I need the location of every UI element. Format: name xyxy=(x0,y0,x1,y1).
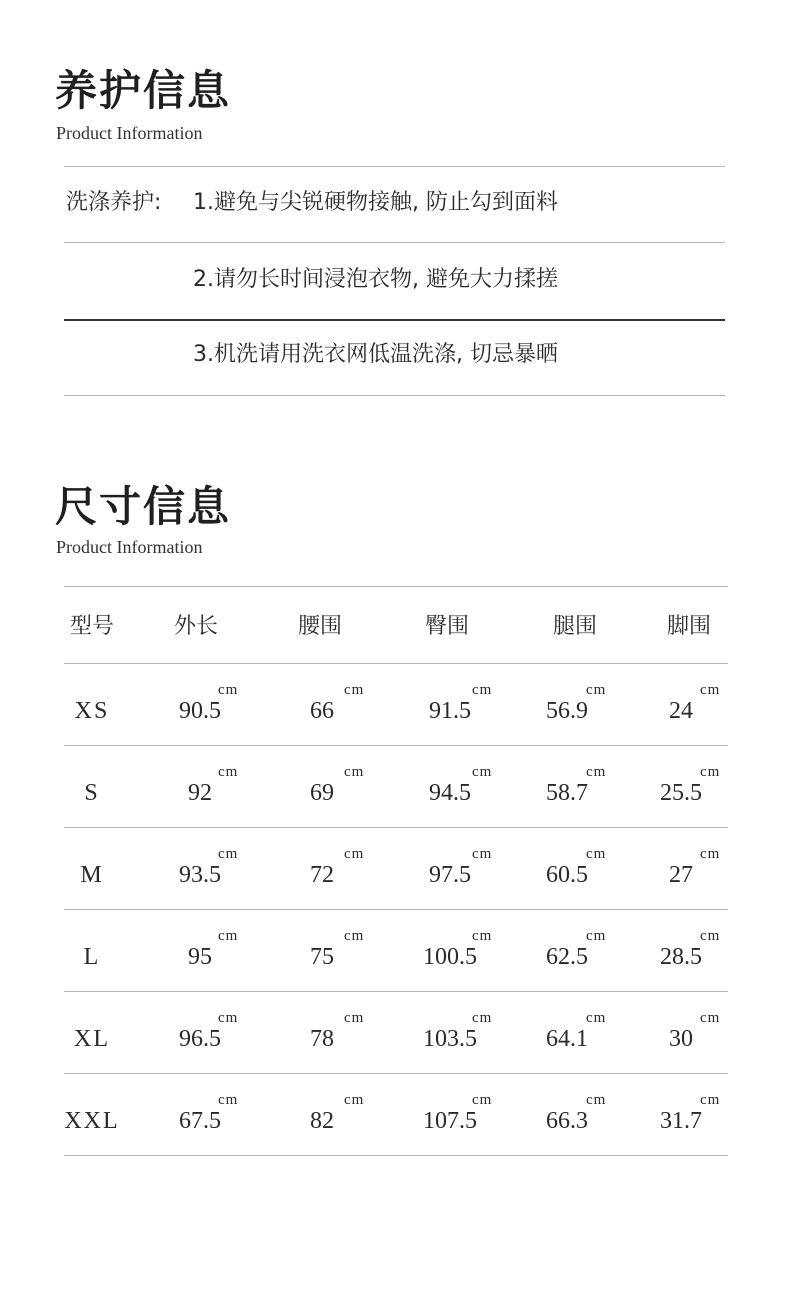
unit-label: cm xyxy=(700,1010,721,1026)
unit-label: cm xyxy=(586,1092,607,1108)
measurement-value: 60.5 xyxy=(546,862,588,888)
unit-label: cm xyxy=(344,1092,365,1108)
size-section-title: 尺寸信息 xyxy=(55,482,232,531)
table-row xyxy=(64,1074,728,1156)
unit-label: cm xyxy=(218,764,239,780)
unit-label: cm xyxy=(586,764,607,780)
size-table-header xyxy=(64,586,728,664)
size-section-subtitle: Product Information xyxy=(56,537,203,557)
size-label: XXL xyxy=(64,1108,120,1134)
table-row xyxy=(64,910,728,992)
care-section-title: 养护信息 xyxy=(55,66,232,115)
unit-label: cm xyxy=(344,764,365,780)
unit-label: cm xyxy=(472,928,493,944)
unit-label: cm xyxy=(218,928,239,944)
unit-label: cm xyxy=(700,1092,721,1108)
unit-label: cm xyxy=(472,764,493,780)
measurement-value: 91.5 xyxy=(429,698,471,724)
unit-label: cm xyxy=(700,682,721,698)
unit-label: cm xyxy=(344,682,365,698)
divider xyxy=(64,319,725,321)
measurement-value: 107.5 xyxy=(423,1108,477,1134)
unit-label: cm xyxy=(344,846,365,862)
unit-label: cm xyxy=(700,846,721,862)
measurement-value: 24 xyxy=(669,698,693,724)
unit-label: cm xyxy=(700,764,721,780)
unit-label: cm xyxy=(472,682,493,698)
unit-label: cm xyxy=(586,928,607,944)
unit-label: cm xyxy=(218,1010,239,1026)
unit-label: cm xyxy=(472,1092,493,1108)
unit-label: cm xyxy=(472,846,493,862)
measurement-value: 78 xyxy=(310,1026,334,1052)
care-line-3: 3.机洗请用洗衣网低温洗涤, 切忌暴晒 xyxy=(193,342,558,367)
divider xyxy=(64,242,725,243)
measurement-value: 28.5 xyxy=(660,944,702,970)
divider xyxy=(64,395,725,396)
measurement-value: 82 xyxy=(310,1108,334,1134)
size-label: S xyxy=(84,780,100,806)
unit-label: cm xyxy=(218,846,239,862)
size-table xyxy=(64,586,728,1156)
header-waist: 腰围 xyxy=(297,614,343,639)
table-row xyxy=(64,746,728,828)
header-hip: 臀围 xyxy=(424,614,470,639)
measurement-value: 92 xyxy=(188,780,212,806)
measurement-value: 30 xyxy=(669,1026,693,1052)
header-model: 型号 xyxy=(69,614,115,639)
measurement-value: 75 xyxy=(310,944,334,970)
care-line-2: 2.请勿长时间浸泡衣物, 避免大力揉搓 xyxy=(193,267,558,292)
measurement-value: 72 xyxy=(310,862,334,888)
unit-label: cm xyxy=(218,682,239,698)
measurement-value: 93.5 xyxy=(179,862,221,888)
care-label: 洗涤养护: xyxy=(66,190,162,215)
table-row xyxy=(64,828,728,910)
divider xyxy=(64,166,725,167)
unit-label: cm xyxy=(344,928,365,944)
measurement-value: 103.5 xyxy=(423,1026,477,1052)
size-label: L xyxy=(83,944,101,970)
measurement-value: 66.3 xyxy=(546,1108,588,1134)
measurement-value: 97.5 xyxy=(429,862,471,888)
unit-label: cm xyxy=(586,846,607,862)
unit-label: cm xyxy=(586,682,607,698)
unit-label: cm xyxy=(472,1010,493,1026)
table-row xyxy=(64,664,728,746)
unit-label: cm xyxy=(344,1010,365,1026)
measurement-value: 25.5 xyxy=(660,780,702,806)
header-hem: 脚围 xyxy=(666,614,712,639)
header-thigh: 腿围 xyxy=(552,614,598,639)
measurement-value: 100.5 xyxy=(423,944,477,970)
measurement-value: 67.5 xyxy=(179,1108,221,1134)
table-row xyxy=(64,992,728,1074)
size-label: XS xyxy=(74,698,110,724)
measurement-value: 58.7 xyxy=(546,780,588,806)
unit-label: cm xyxy=(700,928,721,944)
measurement-value: 94.5 xyxy=(429,780,471,806)
care-section-subtitle: Product Information xyxy=(56,123,203,143)
header-length: 外长 xyxy=(173,614,219,639)
unit-label: cm xyxy=(586,1010,607,1026)
size-label: XL xyxy=(74,1026,110,1052)
size-label: M xyxy=(80,862,104,888)
measurement-value: 27 xyxy=(669,862,693,888)
measurement-value: 64.1 xyxy=(546,1026,588,1052)
measurement-value: 66 xyxy=(310,698,334,724)
measurement-value: 96.5 xyxy=(179,1026,221,1052)
measurement-value: 62.5 xyxy=(546,944,588,970)
care-line-1: 1.避免与尖锐硬物接触, 防止勾到面料 xyxy=(193,190,558,215)
measurement-value: 56.9 xyxy=(546,698,588,724)
measurement-value: 31.7 xyxy=(660,1108,702,1134)
measurement-value: 90.5 xyxy=(179,698,221,724)
measurement-value: 69 xyxy=(310,780,334,806)
unit-label: cm xyxy=(218,1092,239,1108)
measurement-value: 95 xyxy=(188,944,212,970)
